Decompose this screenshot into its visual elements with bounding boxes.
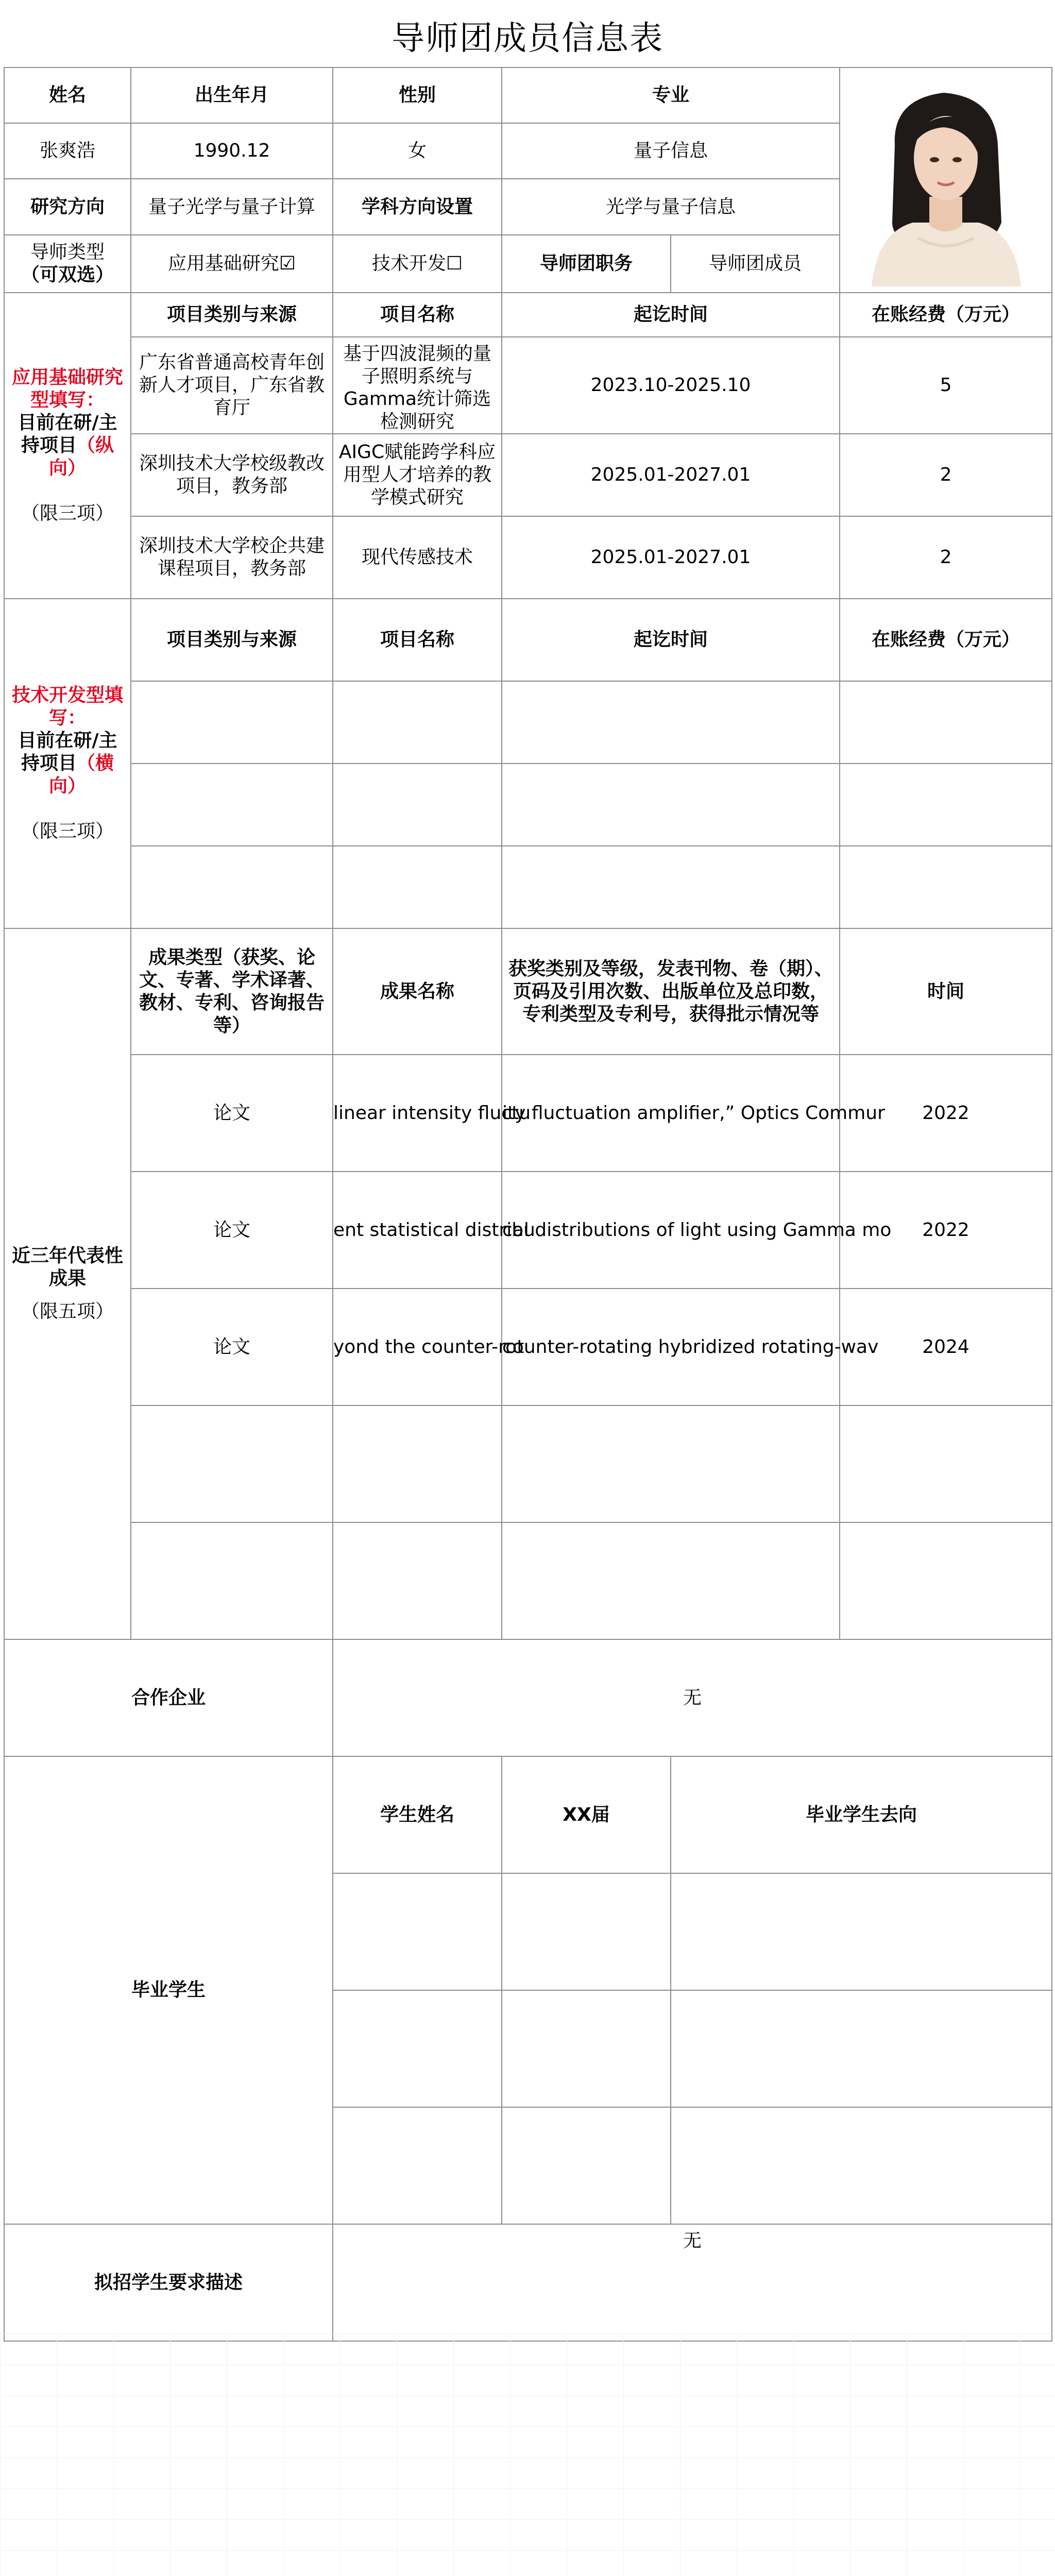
achievement-name: linear intensity fluctu (333, 1055, 502, 1172)
empty-cell (502, 1522, 840, 1639)
empty-cell (333, 764, 502, 846)
empty-cell (671, 1990, 1052, 2107)
project-source: 深圳技术大学校企共建课程项目，教务部 (131, 516, 333, 599)
page-title: 导师团成员信息表 (392, 20, 663, 58)
empty-cell (333, 846, 502, 928)
mentor-type-tech-checkbox[interactable]: 技术开发☐ (333, 235, 502, 293)
empty-cell (671, 1873, 1052, 1990)
achievement-type: 论文 (131, 1289, 333, 1405)
empty-cell (840, 1522, 1052, 1639)
project-period: 2023.10-2025.10 (502, 337, 840, 434)
discipline-value: 光学与量子信息 (502, 179, 840, 234)
research-value: 量子光学与量子计算 (131, 179, 333, 234)
header-period: 起讫时间 (502, 293, 840, 337)
project-name: AIGC赋能跨学科应用型人才培养的教学模式研究 (333, 434, 502, 516)
info-form-table (4, 67, 1052, 2342)
header-destination: 毕业学生去向 (671, 1756, 1052, 1873)
birth-label: 出生年月 (131, 67, 333, 123)
partner-value: 无 (333, 1639, 1052, 1756)
empty-cell (131, 681, 333, 764)
header-funds: 在账经费（万元） (840, 599, 1052, 681)
name-label: 姓名 (4, 67, 131, 123)
project-source: 深圳技术大学校级教改项目，教务部 (131, 434, 333, 516)
empty-cell (131, 1405, 333, 1522)
achievement-name: yond the counter-rot (333, 1289, 502, 1405)
achievements-label: 近三年代表性成果 （限五项） (4, 928, 131, 1639)
research-label: 研究方向 (4, 179, 131, 234)
achievement-detail: ity fluctuation amplifier,” Optics Commur (502, 1055, 840, 1172)
avatar (840, 67, 1052, 293)
project-period: 2025.01-2027.01 (502, 434, 840, 516)
empty-cell (131, 1522, 333, 1639)
requirements-label: 拟招学生要求描述 (4, 2224, 333, 2341)
header-class-year: XX届 (502, 1756, 671, 1873)
header-achievement-type: 成果类型（获奖、论文、专著、学术译著、教材、专利、咨询报告等） (131, 928, 333, 1055)
empty-cell (333, 681, 502, 764)
achievement-detail: counter-rotating hybridized rotating-wav (502, 1289, 840, 1405)
header-period: 起讫时间 (502, 599, 840, 681)
major-value: 量子信息 (502, 123, 840, 179)
project-funds: 2 (840, 434, 1052, 516)
header-source: 项目类别与来源 (131, 599, 333, 681)
duty-value: 导师团成员 (671, 235, 840, 293)
achievement-type: 论文 (131, 1172, 333, 1289)
mentor-type-label: 导师类型 （可双选） (4, 235, 131, 293)
empty-cell (333, 1873, 502, 1990)
project-name: 现代传感技术 (333, 516, 502, 599)
header-achievement-time: 时间 (840, 928, 1052, 1055)
mentor-type-basic-checkbox[interactable]: 应用基础研究☑ (131, 235, 333, 293)
name-value: 张爽浩 (4, 123, 131, 179)
empty-cell (333, 1405, 502, 1522)
empty-cell (840, 681, 1052, 764)
empty-cell (502, 1405, 840, 1522)
empty-cell (131, 764, 333, 846)
achievement-year: 2022 (840, 1055, 1052, 1172)
empty-cell (502, 764, 840, 846)
portrait-photo (841, 68, 1051, 286)
spreadsheet-gridlines (0, 2334, 1055, 2576)
achievement-detail: cal distributions of light using Gamma mo (502, 1172, 840, 1289)
empty-cell (502, 681, 840, 764)
major-label: 专业 (502, 67, 840, 123)
project-funds: 2 (840, 516, 1052, 599)
project-period: 2025.01-2027.01 (502, 516, 840, 599)
header-project-name: 项目名称 (333, 293, 502, 337)
empty-cell (502, 1873, 671, 1990)
empty-cell (840, 764, 1052, 846)
requirements-value: 无 (333, 2224, 1052, 2341)
achievement-type: 论文 (131, 1055, 333, 1172)
empty-cell (333, 1522, 502, 1639)
birth-value: 1990.12 (131, 123, 333, 179)
graduates-label: 毕业学生 (4, 1756, 333, 2224)
partner-label: 合作企业 (4, 1639, 333, 1756)
gender-value: 女 (333, 123, 502, 179)
gender-label: 性别 (333, 67, 502, 123)
empty-cell (671, 2107, 1052, 2224)
empty-cell (131, 846, 333, 928)
header-project-name: 项目名称 (333, 599, 502, 681)
header-achievement-detail: 获奖类别及等级，发表刊物、卷（期）、页码及引用次数、出版单位及总印数，专利类型及专利号，获得批示情况等 (502, 928, 840, 1055)
header-funds: 在账经费（万元） (840, 293, 1052, 337)
empty-cell (502, 1990, 671, 2107)
empty-cell (333, 2107, 502, 2224)
project-name: 基于四波混频的量子照明系统与Gamma统计筛选检测研究 (333, 337, 502, 434)
tech-dev-label: 技术开发型填 写： 目前在研/主 持项目（横 向） （限三项） (4, 599, 131, 928)
header-source: 项目类别与来源 (131, 293, 333, 337)
empty-cell (840, 846, 1052, 928)
empty-cell (502, 846, 840, 928)
header-student-name: 学生姓名 (333, 1756, 502, 1873)
achievement-year: 2022 (840, 1172, 1052, 1289)
discipline-label: 学科方向设置 (333, 179, 502, 234)
achievement-name: ent statistical distribu (333, 1172, 502, 1289)
project-funds: 5 (840, 337, 1052, 434)
basic-research-label: 应用基础研究 型填写： 目前在研/主 持项目（纵 向） （限三项） (4, 293, 131, 599)
header-achievement-name: 成果名称 (333, 928, 502, 1055)
empty-cell (840, 1405, 1052, 1522)
duty-label: 导师团职务 (502, 235, 671, 293)
empty-cell (502, 2107, 671, 2224)
project-source: 广东省普通高校青年创新人才项目，广东省教育厅 (131, 337, 333, 434)
empty-cell (333, 1990, 502, 2107)
achievement-year: 2024 (840, 1289, 1052, 1405)
